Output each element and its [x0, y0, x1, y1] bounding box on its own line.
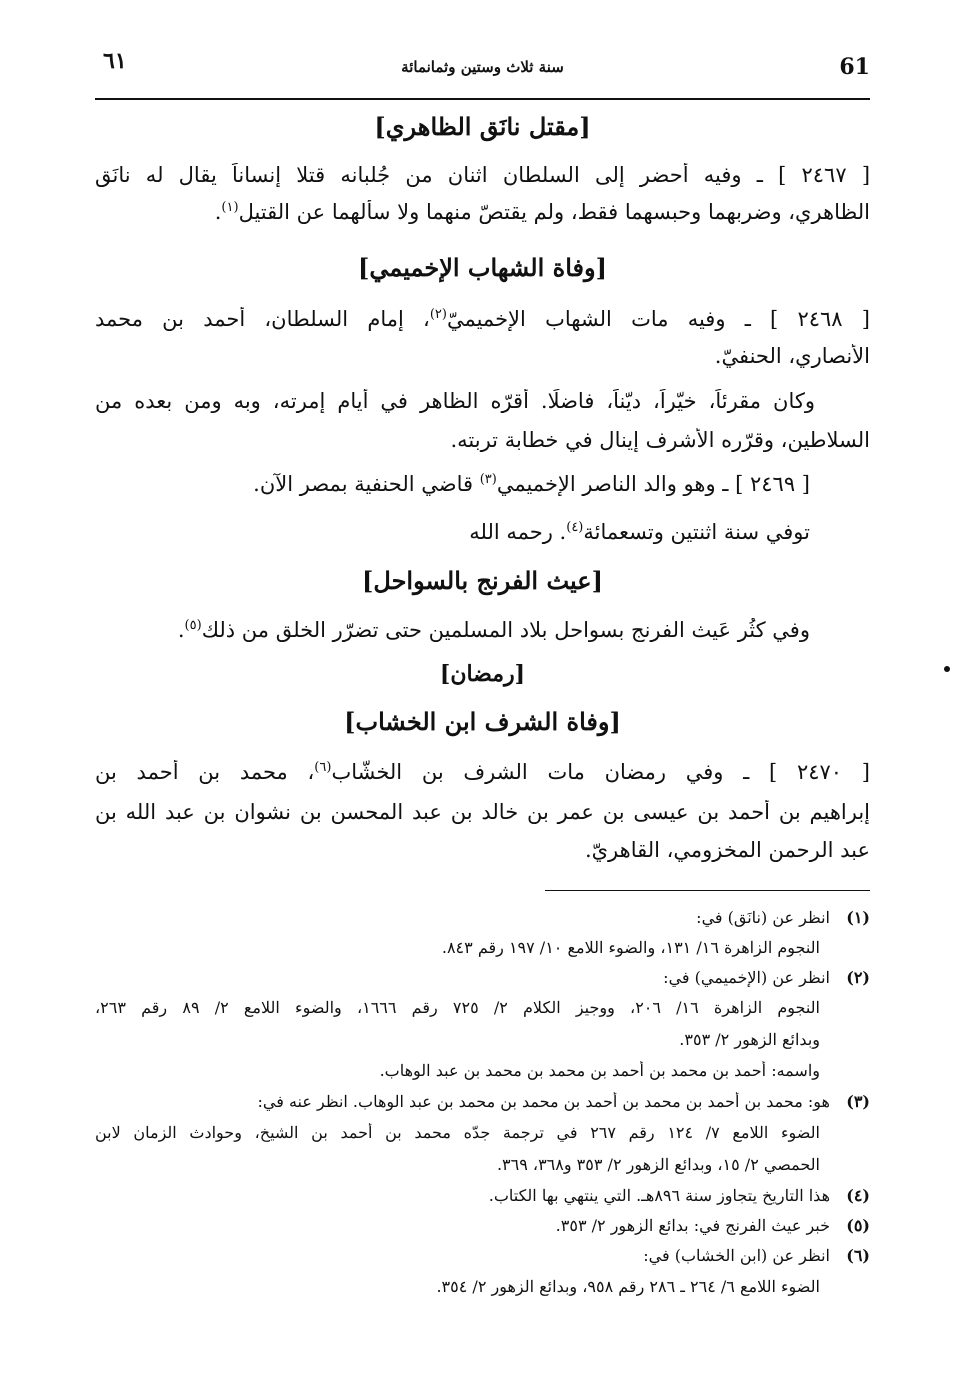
footnote-6-line-2: الضوء اللامع ٦/ ٢٦٤ ـ ٢٨٦ رقم ٩٥٨، وبدائع الزهور ٢/ ٣٥٤.	[436, 1277, 820, 1296]
footnote-2-line-2: النجوم الزاهرة ١٦/ ٢٠٦، ووجيز الكلام ٢/ ٧٢٥ رقم ١٦٦٦، والضوء اللامع ٢/ ٨٩ رقم ٢٦٣،	[95, 998, 820, 1017]
entry-text: . رحمه الله	[469, 520, 567, 544]
page-header	[95, 48, 870, 100]
entry-text: توفي سنة اثنتين وتسعمائة	[583, 520, 810, 544]
paragraph-line: وكان مقرئاً، خيّراً، ديّناً، فاضلًا. أقرّه الظاهر في أيام إمرته، وبه ومن بعده من	[95, 389, 815, 413]
entry-2468-line-2: الأنصاري، الحنفيّ.	[714, 344, 870, 368]
scan-speck	[944, 666, 950, 672]
footnote-number: (٣)	[846, 1092, 870, 1111]
entry-2470-line-2: إبراهيم بن أحمد بن عيسى بن عمر بن خالد بن عبد المحسن بن نشوان بن عبد الله بن	[95, 800, 870, 824]
footnote-text: هو: محمد بن أحمد بن محمد بن أحمد بن محمد بن محمد بن عبد الوهاب. انظر عنه في:	[257, 1092, 830, 1111]
footnote-ref: (٥)	[184, 618, 202, 633]
footnote-2-line-4: واسمه: أحمد بن محمد بن أحمد بن محمد بن محمد بن عبد الوهاب.	[379, 1061, 820, 1080]
entry-2469-line-1	[95, 472, 870, 496]
entry-2470-line-1	[95, 760, 870, 784]
footnote-2-line-3: وبدائع الزهور ٢/ ٣٥٣.	[679, 1030, 820, 1049]
footnote-number: (١)	[846, 908, 870, 927]
entry-text: الظاهري، وضربهما وحبسهما فقط، ولم يقتصّ منهما ولا سألهما عن القتيل	[238, 200, 870, 224]
section-heading: [وفاة الشرف ابن الخشاب]	[344, 707, 621, 736]
entry-2468-line-1	[95, 307, 870, 331]
footnote-number: (٤)	[846, 1186, 870, 1205]
page-number-latin: 61	[839, 54, 870, 80]
entry-text: وفي كثُر عَيث الفرنج بسواحل بلاد المسلمين حتى تضرّر الخلق من ذلك	[201, 618, 810, 642]
entry-text: [ ٢٤٧٠ ] ـ وفي رمضان مات الشرف بن الخشّاب	[331, 760, 870, 784]
footnote-text: خبر عيث الفرنج في: بدائع الزهور ٢/ ٣٥٣.	[555, 1216, 830, 1235]
section-heading: [مقتل نانَق الظاهري]	[374, 112, 591, 141]
footnote-1-line-2: النجوم الزاهرة ١٦/ ١٣١، والضوء اللامع ١٠/ ١٩٧ رقم ٨٤٣.	[441, 938, 820, 957]
page-number-arabic: ٦١	[103, 48, 127, 74]
entry-text: قاضي الحنفية بمصر الآن.	[253, 472, 480, 496]
footnote-2	[95, 968, 870, 987]
footnote-text: هذا التاريخ يتجاوز سنة ٨٩٦هـ. التي ينتهي بها الكتاب.	[488, 1186, 830, 1205]
footnote-number: (٦)	[846, 1246, 870, 1265]
entry-2469-line-2	[95, 520, 870, 544]
footnote-3-line-2: الضوء اللامع ٧/ ١٢٤ رقم ٢٦٧ في ترجمة جدّه محمد بن أحمد بن الشيخ، وحوادث الزمان لابن	[95, 1123, 820, 1142]
footnote-text: انظر عن (نانَق) في:	[696, 908, 830, 927]
footnote-5	[95, 1216, 870, 1235]
section-heading: [عيث الفرنج بالسواحل]	[362, 566, 603, 595]
footnote-ref: (٤)	[566, 520, 584, 535]
entry-text: ، محمد بن أحمد بن	[95, 760, 315, 784]
footnote-ref: (١)	[221, 200, 239, 215]
footnote-separator	[545, 890, 870, 891]
running-title: سنة ثلاث وستين وثمانمائة	[401, 58, 564, 76]
footnote-6	[95, 1246, 870, 1265]
footnote-4	[95, 1186, 870, 1205]
entry-2470-line-3: عبد الرحمن المخزومي، القاهريّ.	[584, 838, 870, 862]
footnote-ref: (٦)	[314, 760, 332, 775]
footnote-number: (٢)	[846, 968, 870, 987]
section-heading: [وفاة الشهاب الإخميمي]	[358, 253, 607, 282]
footnote-3-line-3: الحمصي ٢/ ١٥، وبدائع الزهور ٢/ ٣٥٣ و٣٦٨، ٣٦٩.	[496, 1155, 820, 1174]
footnote-ref: (٣)	[479, 472, 497, 487]
entry-text: [ ٢٤٦٨ ] ـ وفيه مات الشهاب الإخميميّ	[446, 307, 870, 331]
entry-2467-line-2: الظاهري، وضربهما وحبسهما فقط، ولم يقتصّ منهما ولا سألهما عن القتيل$^{(١)}$.	[214, 200, 870, 224]
entry-text: [ ٢٤٦٩ ] ـ وهو والد الناصر الإخميمي	[496, 472, 810, 496]
footnote-text: انظر عن (الإخميمي) في:	[663, 968, 830, 987]
footnote-number: (٥)	[846, 1216, 870, 1235]
paragraph-line: وفي كثُر عَيث الفرنج بسواحل بلاد المسلمين حتى تضرّر الخلق من ذلك$^{(٥)}$.	[177, 618, 810, 642]
entry-2467-line-1: [ ٢٤٦٧ ] ـ وفيه أُحضر إلى السلطان اثنان من جُلبانه قتلا إنساناً يقال له نانَق	[95, 163, 870, 187]
paragraph-line: السلاطين، وقرّره الأشرف إينال في خطابة تربته.	[450, 428, 870, 452]
month-heading: [رمضان]	[439, 661, 526, 687]
footnote-3	[95, 1092, 870, 1111]
footnote-1	[95, 908, 870, 927]
footnote-text: انظر عن (ابن الخشاب) في:	[643, 1246, 830, 1265]
footnote-ref: (٢)	[429, 307, 447, 322]
entry-text: ، إمام السلطان، أحمد بن محمد	[95, 307, 430, 331]
